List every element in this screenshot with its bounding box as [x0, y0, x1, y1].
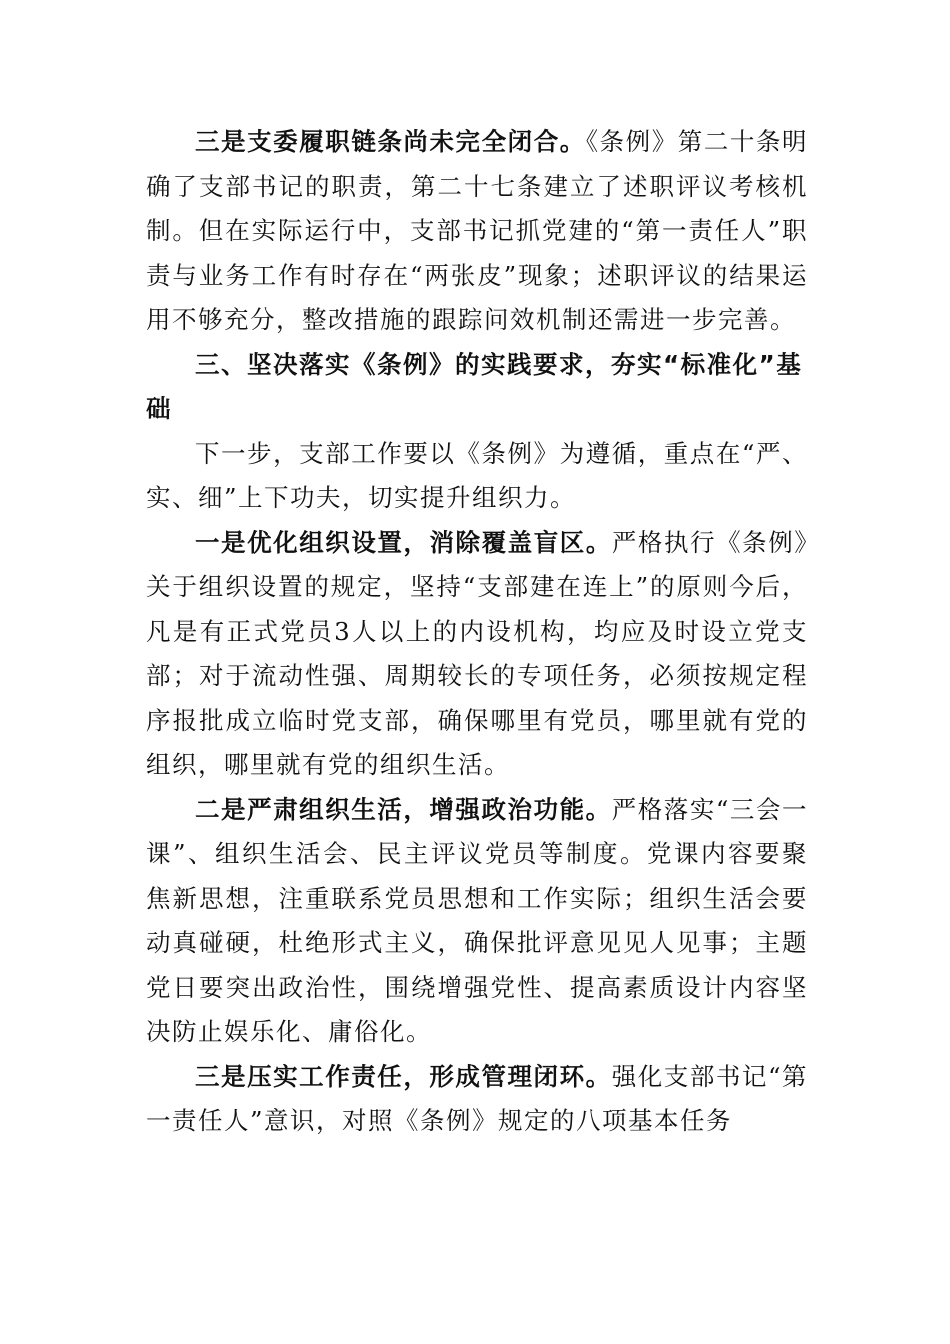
paragraph-text: 《条例》第二十条明确了支部书记的职责，第二十七条建立了述职评议考核机制。但在实际运行中，支部书记抓党建的“第一责任人”职责与业务工作有时存在“两张皮”现象；述职评议的结果运用不够充分，整改措施的跟踪问效机制还需进一步完善。: [146, 127, 809, 334]
paragraph-text: 严格执行《条例》关于组织设置的规定，坚持“支部建在连上”的原则今后，凡是有正式党员3人以上的内设机构，均应及时设立党支部；对于流动性强、周期较长的专项任务，必须按规定程序报批成立临时党支部，确保哪里有党员，哪里就有党的组织，哪里就有党的组织生活。: [146, 527, 809, 779]
paragraph-next-step: 下一步，支部工作要以《条例》为遵循，重点在“严、实、细”上下功夫，切实提升组织力。: [146, 438, 808, 512]
paragraph-lead: 二是严肃组织生活，增强政治功能。: [195, 794, 612, 824]
paragraph-responsibility: [146, 1055, 808, 1144]
paragraph-lead: 三是支委履职链条尚未完全闭合。: [195, 127, 586, 156]
paragraph-committee-duty: [146, 120, 808, 343]
section-heading: 三、坚决落实《条例》的实践要求，夯实“标准化”基础: [146, 349, 803, 423]
paragraph-text: 严格落实“三会一课”、组织生活会、民主评议党员等制度。党课内容要聚焦新思想，注重联系党员思想和工作实际；组织生活会要动真碰硬，杜绝形式主义，确保批评意见见人见事；主题党日要突出政治性，围绕增强党性、提高素质设计内容坚决防止娱乐化、庸俗化。: [146, 794, 809, 1046]
paragraph-organization-life: [146, 788, 808, 1055]
paragraph-organization-setup: [146, 521, 808, 788]
paragraph-lead: 三是压实工作责任，形成管理闭环。: [195, 1061, 612, 1091]
document-body: [146, 120, 808, 1144]
paragraph-lead: 一是优化组织设置，消除覆盖盲区。: [195, 527, 612, 557]
paragraph-text: 强化支部书记“第一责任人”意识，对照《条例》规定的八项基本任务: [146, 1061, 809, 1135]
